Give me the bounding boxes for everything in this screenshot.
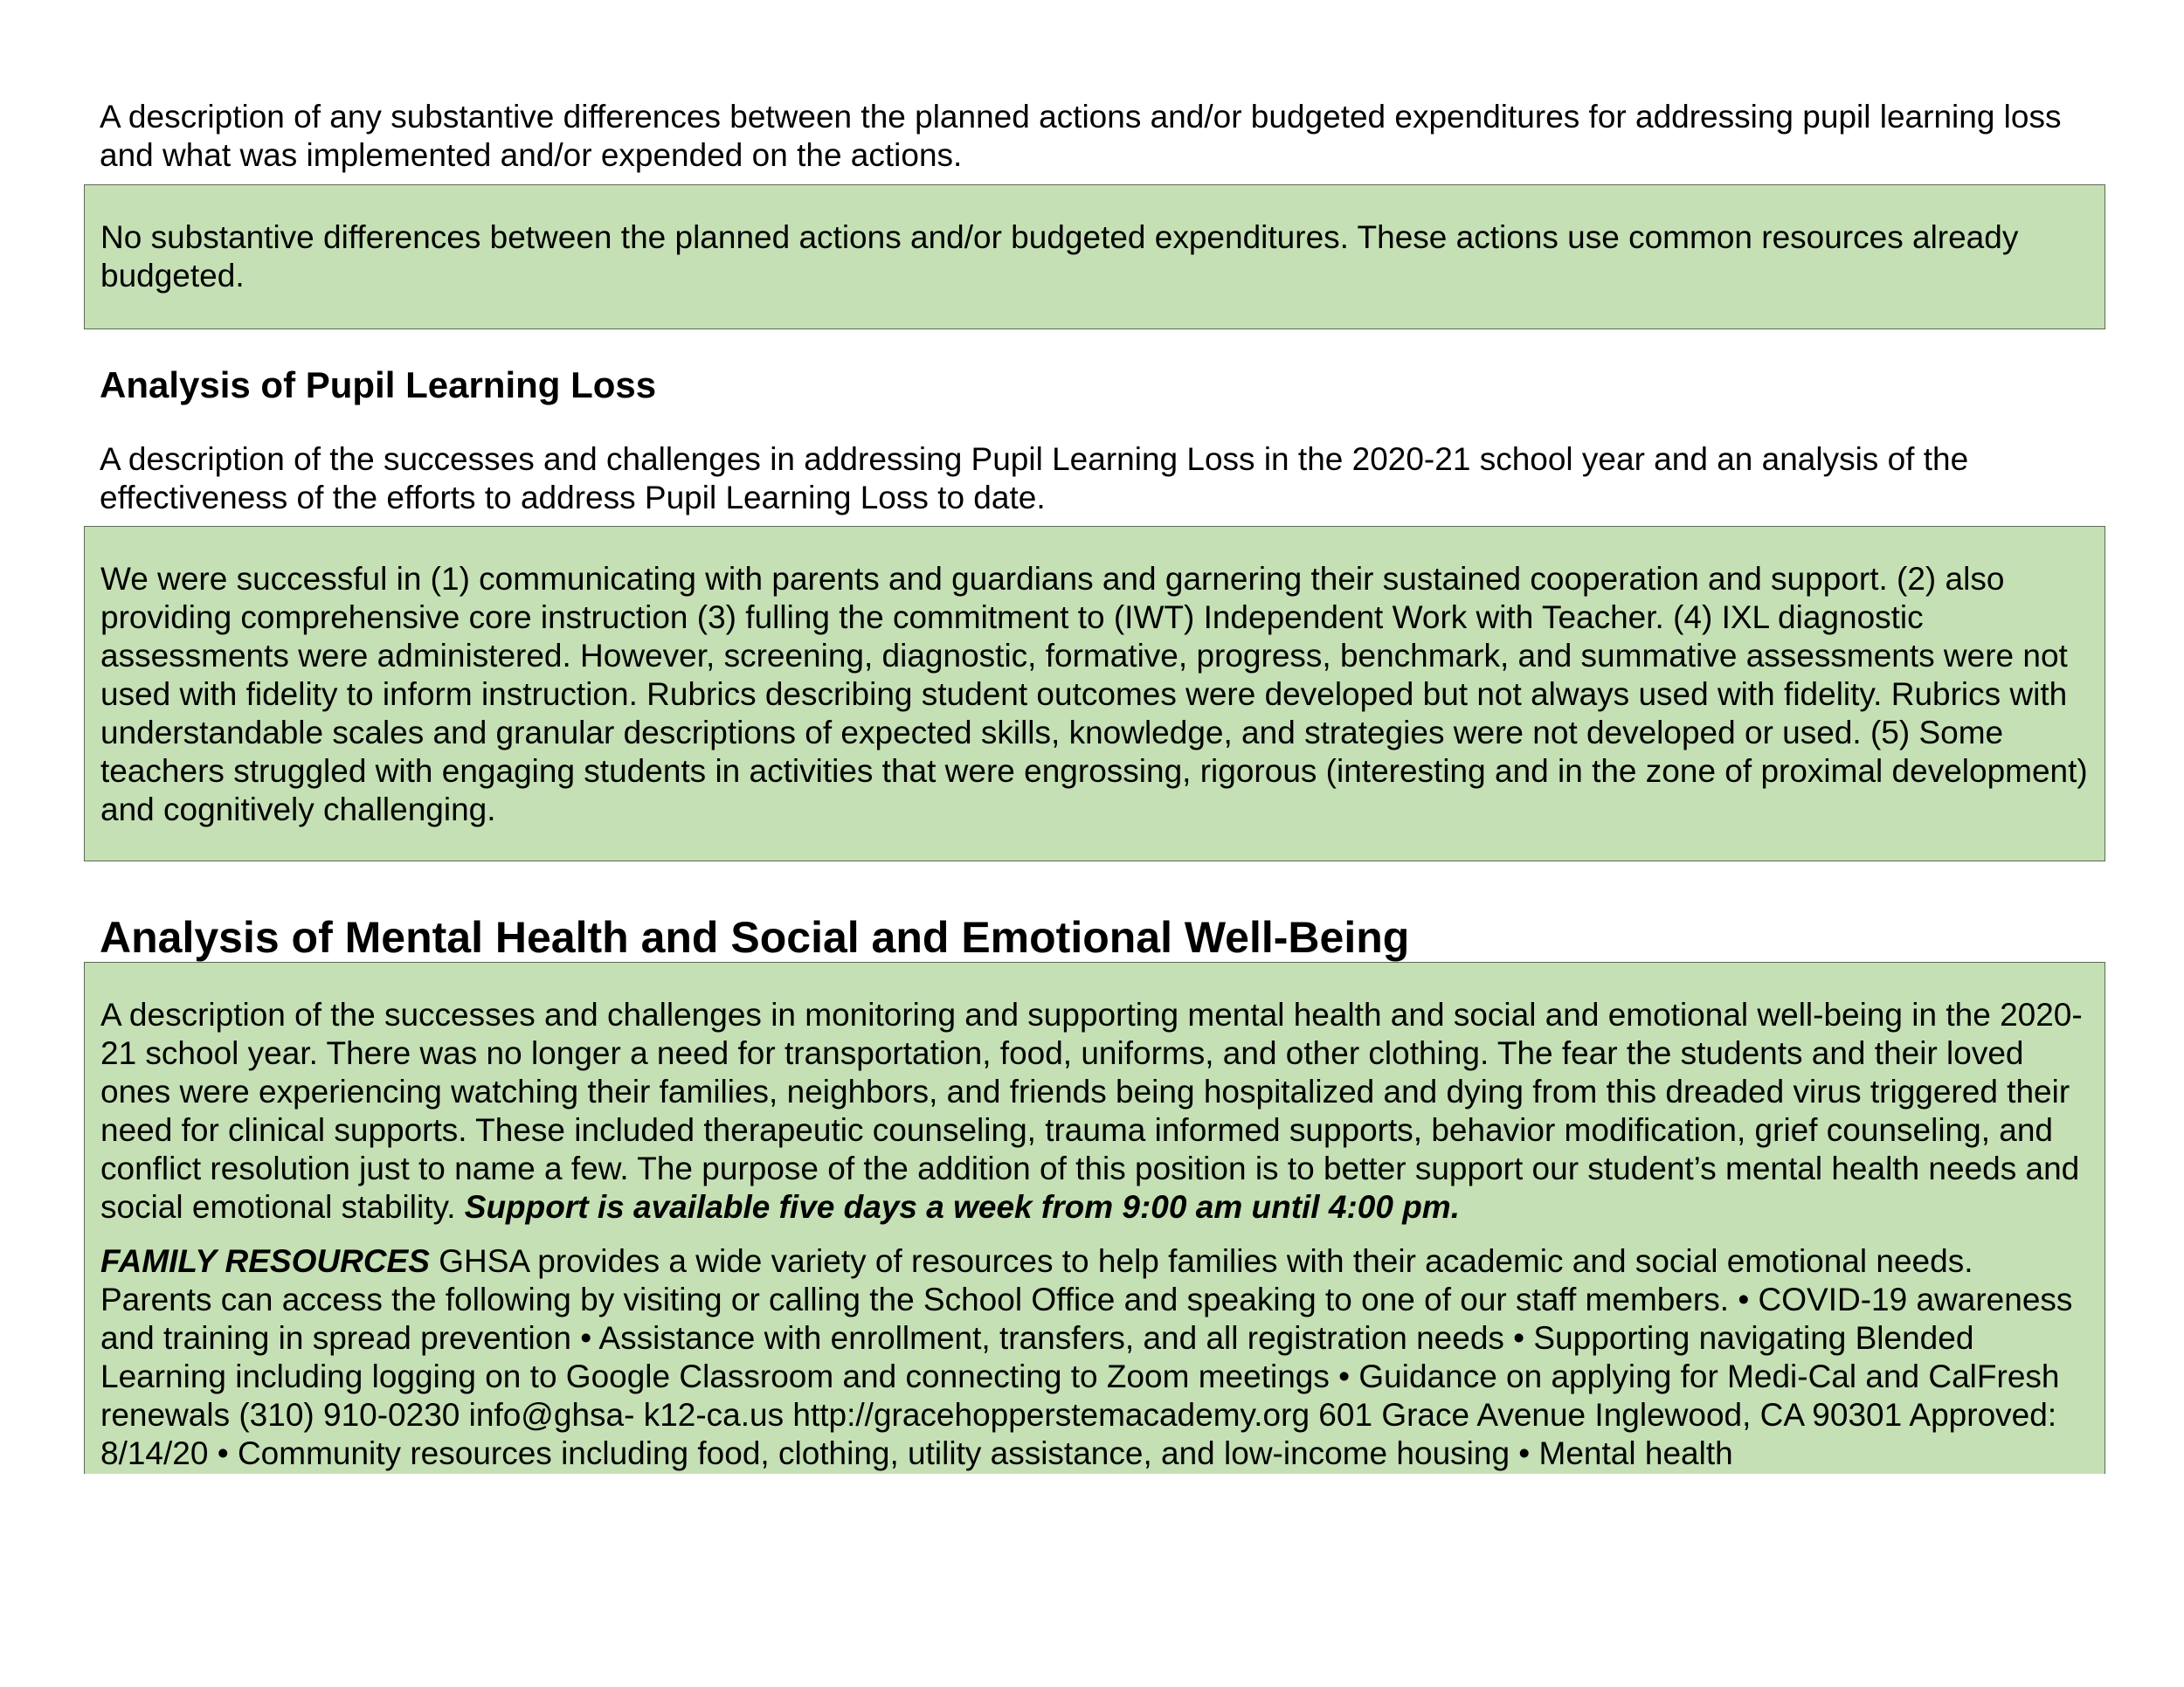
pupil-learning-loss-prompt: A description of the successes and challenges in addressing Pupil Learning Loss in the 2020-21 school year and an analysis of the effectiveness of the efforts to address Pupil Learning Loss to date. xyxy=(100,441,1969,515)
family-resources-lead: FAMILY RESOURCES xyxy=(100,1243,430,1279)
support-hours-emphasis: Support is available five days a week from 9:00 am until 4:00 pm. xyxy=(464,1189,1460,1225)
pupil-learning-loss-response-box xyxy=(84,526,2105,861)
substantive-differences-prompt: A description of any substantive differences between the planned actions and/or budgeted expenditures for addressing pupil learning loss and what was implemented and/or expended on the actions. xyxy=(100,99,2062,173)
mental-health-paragraph xyxy=(100,996,2092,1227)
substantive-differences-response-box xyxy=(84,184,2105,329)
mental-health-text: A description of the successes and challenges in monitoring and supporting mental health and social and emotional well-being in the 2020-21 school year. There was no longer a need for transportation, food, uniforms, and other clothing. The fear the students and their loved ones were experiencing watching their families, neighbors, and friends being hospitalized and dying from this dreaded virus triggered their need for clinical supports. These included therapeutic counseling, trauma informed supports, behavior modification, grief counseling, and conflict resolution just to name a few. The purpose of the addition of this position is to better support our student’s mental health needs and social emotional stability. xyxy=(100,997,2083,1225)
substantive-differences-response: No substantive differences between the planned actions and/or budgeted expenditures. These actions use common resources already budgeted. xyxy=(100,219,2019,294)
mental-health-heading: Analysis of Mental Health and Social and Emotional Well-Being xyxy=(100,913,1410,962)
mental-health-response-box xyxy=(84,962,2105,1474)
pupil-learning-loss-response: We were successful in (1) communicating with parents and guardians and garnering their sustained cooperation and support. (2) also providing comprehensive core instruction (3) fulling the commitment to (IWT) Independent Work with Teacher. (4) IXL diagnostic assessments were administered. However, screening, diagnostic, formative, progress, benchmark, and summative assessments were not used with fidelity to inform instruction. Rubrics describing student outcomes were developed but not always used with fidelity. Rubrics with understandable scales and granular descriptions of expected skills, knowledge, and strategies were not developed or used. (5) Some teachers struggled with engaging students in activities that were engrossing, rigorous (interesting and in the zone of proximal development) and cognitively challenging. xyxy=(100,561,2088,827)
pupil-learning-loss-heading: Analysis of Pupil Learning Loss xyxy=(100,364,657,405)
family-resources-text: GHSA provides a wide variety of resources to help families with their academic and social emotional needs. Parents can access the following by visiting or calling the School Office and speaking to one of our staff members. • COVID-19 awareness and training in spread prevention • Assistance with enrollment, transfers, and all registration needs • Supporting navigating Blended Learning including logging on to Google Classroom and connecting to Zoom meetings • Guidance on applying for Medi-Cal and CalFresh renewals (310) 910-0230 info@ghsa- k12-ca.us http://gracehopperstemacademy.org 601 Grace Avenue Inglewood, CA 90301 Approved: 8/14/20 • Community resources including food, clothing, utility assistance, and low-income housing • Mental health xyxy=(100,1243,2073,1471)
family-resources-paragraph xyxy=(100,1242,2092,1473)
